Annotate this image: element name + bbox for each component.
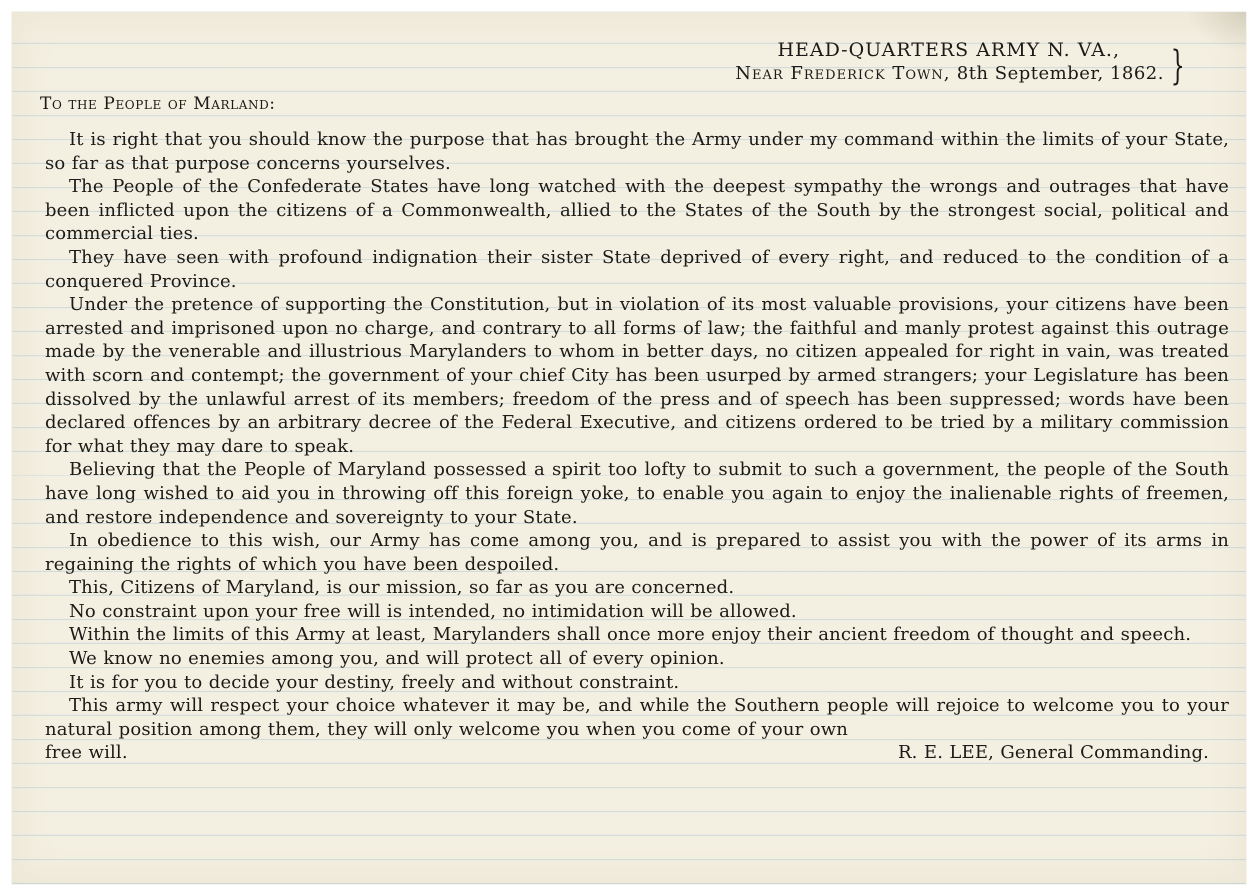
closing-line xyxy=(45,741,1229,765)
heading-place: Near Frederick Town, xyxy=(735,63,951,84)
document-heading xyxy=(735,38,1164,86)
paragraph: In obedience to this wish, our Army has come among you, and is prepared to assist you with the power of its arms in regaining the rights of which you have been despoiled. xyxy=(45,530,1229,575)
paragraph: Within the limits of this Army at least, Marylanders shall once more enjoy their ancient freedom of thought and speech. xyxy=(69,624,1192,646)
heading-headquarters: HEAD-QUARTERS ARMY N. VA., xyxy=(777,39,1120,61)
paragraph: We know no enemies among you, and will protect all of every opinion. xyxy=(69,648,725,670)
signature: R. E. LEE, General Commanding. xyxy=(897,742,1209,764)
closing-words: free will. xyxy=(45,742,128,764)
paragraph: This, Citizens of Maryland, is our mission, so far as you are concerned. xyxy=(69,577,735,599)
paragraph: This army will respect your choice whatever it may be, and while the Southern people will rejoice to welcome you to your natural position among them, they will only welcome you when you come of your own xyxy=(45,695,1229,740)
paragraph: It is right that you should know the purpose that has brought the Army under my command within the limits of your State, so far as that purpose concerns yourselves. xyxy=(45,129,1229,174)
paragraph: Under the pretence of supporting the Constitution, but in violation of its most valuable provisions, your citizens have been arrested and imprisoned upon no charge, and contrary to all forms of law; the faithful and manly protest against this outrage made by the venerable and illustrious Marylanders to whom in better days, no citizen appealed for right in vain, was treated with scorn and contempt; the government of your chief City has been usurped by armed strangers; your Legislature has been dissolved by the unlawful arrest of its members; freedom of the press and of speech has been suppressed; words have been declared offences by an arbitrary decree of the Federal Executive, and citizens ordered to be tried by a military commission for what they may dare to speak. xyxy=(45,294,1229,457)
heading-brace-icon: } xyxy=(1170,43,1185,89)
paper-stain xyxy=(1186,12,1246,52)
paragraph: Believing that the People of Maryland possessed a spirit too lofty to submit to such a government, the people of the South have long wished to aid you in throwing off this foreign yoke, to enable you again to enjoy the inalienable rights of freemen, and restore independence and sovereignty to your State. xyxy=(45,459,1229,528)
paragraph: They have seen with profound indignation their sister State deprived of every right, and reduced to the condition of a conquered Province. xyxy=(45,246,1229,292)
paragraph: The People of the Confederate States have long watched with the deepest sympathy the wrongs and outrages that have been inflicted upon the citizens of a Commonwealth, allied to the States of the South by the strongest social, political and commercial ties. xyxy=(45,176,1229,245)
heading-place-date xyxy=(735,62,1164,86)
heading-date: 8th September, 1862. xyxy=(956,63,1164,84)
proclamation-body xyxy=(45,128,1229,765)
paragraph: No constraint upon your free will is intended, no intimidation will be allowed. xyxy=(69,600,797,622)
salutation: To the People of Marland: xyxy=(40,94,276,114)
paragraph: It is for you to decide your destiny, freely and without constraint. xyxy=(69,671,680,693)
document-sheet xyxy=(12,12,1246,884)
